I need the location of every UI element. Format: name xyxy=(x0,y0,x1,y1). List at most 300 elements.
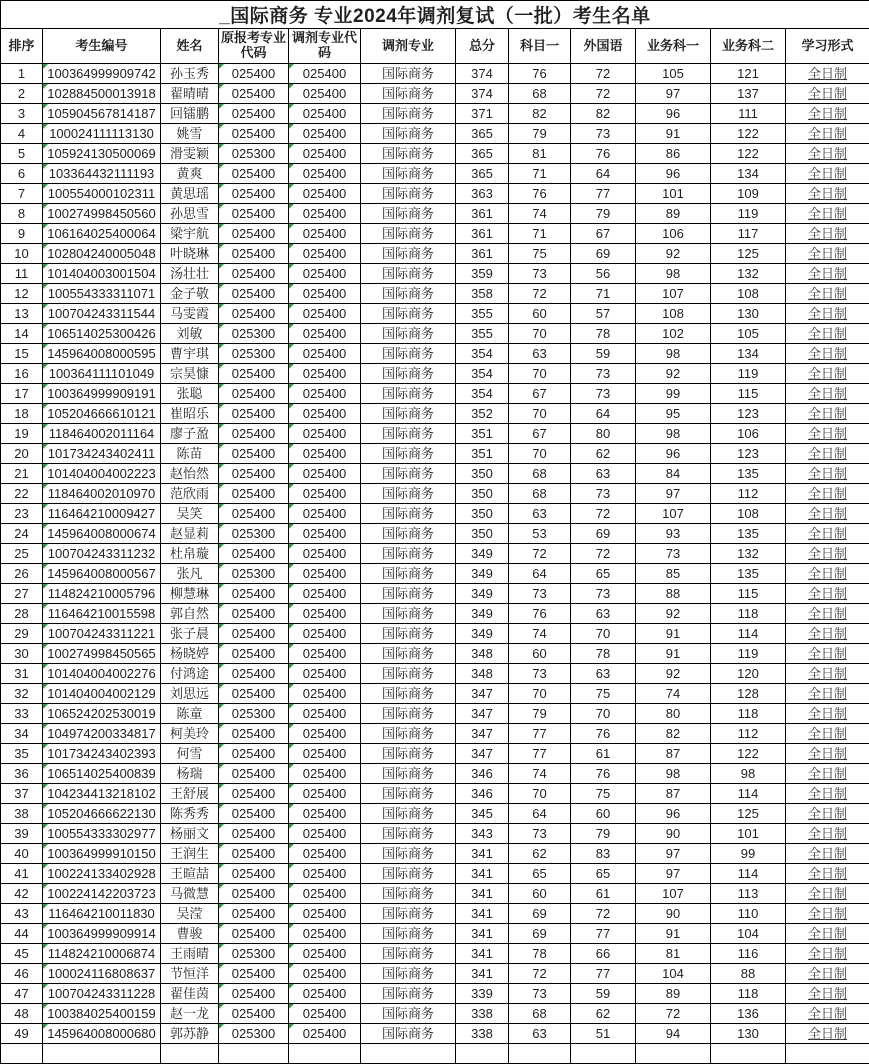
cell-subject-1[interactable]: 74 xyxy=(509,764,571,784)
cell-subject-1[interactable]: 69 xyxy=(509,924,571,944)
cell-transfer-major[interactable]: 国际商务 xyxy=(361,924,456,944)
cell-foreign-language[interactable]: 72 xyxy=(571,64,636,84)
cell-subject-1[interactable]: 76 xyxy=(509,184,571,204)
cell-study-mode[interactable] xyxy=(786,644,869,664)
cell-business-subject-2[interactable]: 122 xyxy=(711,144,786,164)
cell-foreign-language[interactable]: 77 xyxy=(571,924,636,944)
cell-total-score[interactable]: 349 xyxy=(456,584,509,604)
cell-subject-1[interactable]: 67 xyxy=(509,384,571,404)
cell-original-major-code[interactable]: 025300 xyxy=(219,564,289,584)
cell-name[interactable]: 马微慧 xyxy=(161,884,219,904)
cell-original-major-code[interactable]: 025400 xyxy=(219,224,289,244)
cell-transfer-major-code[interactable]: 025400 xyxy=(289,264,361,284)
cell-candidate-id[interactable]: 100224133402928 xyxy=(43,864,161,884)
cell-rank[interactable]: 12 xyxy=(1,284,43,304)
cell-original-major-code[interactable]: 025400 xyxy=(219,284,289,304)
cell-foreign-language[interactable]: 56 xyxy=(571,264,636,284)
cell-candidate-id[interactable]: 114824210006874 xyxy=(43,944,161,964)
cell-rank[interactable]: 22 xyxy=(1,484,43,504)
cell-rank[interactable]: 23 xyxy=(1,504,43,524)
cell-business-subject-1[interactable]: 87 xyxy=(636,744,711,764)
cell-candidate-id[interactable]: 116464210011830 xyxy=(43,904,161,924)
cell-business-subject-1[interactable]: 107 xyxy=(636,884,711,904)
cell-name[interactable]: 赵一龙 xyxy=(161,1004,219,1024)
cell-original-major-code[interactable]: 025400 xyxy=(219,844,289,864)
cell-rank[interactable]: 20 xyxy=(1,444,43,464)
cell-subject-1[interactable]: 73 xyxy=(509,264,571,284)
cell-subject-1[interactable]: 65 xyxy=(509,864,571,884)
cell-transfer-major[interactable]: 国际商务 xyxy=(361,484,456,504)
cell-business-subject-2[interactable]: 118 xyxy=(711,604,786,624)
cell-business-subject-2[interactable]: 119 xyxy=(711,204,786,224)
cell-foreign-language[interactable]: 72 xyxy=(571,504,636,524)
cell-candidate-id[interactable]: 100554333302977 xyxy=(43,824,161,844)
cell-transfer-major[interactable]: 国际商务 xyxy=(361,124,456,144)
cell-foreign-language[interactable]: 63 xyxy=(571,464,636,484)
cell-study-mode[interactable] xyxy=(786,724,869,744)
cell-total-score[interactable]: 350 xyxy=(456,504,509,524)
cell-transfer-major-code[interactable]: 025400 xyxy=(289,844,361,864)
cell-rank[interactable]: 43 xyxy=(1,904,43,924)
cell-candidate-id[interactable]: 106514025300426 xyxy=(43,324,161,344)
cell-business-subject-2[interactable]: 134 xyxy=(711,164,786,184)
cell-study-mode[interactable] xyxy=(786,504,869,524)
cell-rank[interactable]: 13 xyxy=(1,304,43,324)
cell-original-major-code[interactable]: 025400 xyxy=(219,764,289,784)
cell-rank[interactable]: 25 xyxy=(1,544,43,564)
cell-foreign-language[interactable]: 73 xyxy=(571,384,636,404)
cell-business-subject-2[interactable]: 106 xyxy=(711,424,786,444)
cell-rank[interactable]: 38 xyxy=(1,804,43,824)
cell-transfer-major[interactable]: 国际商务 xyxy=(361,424,456,444)
cell-business-subject-1[interactable]: 91 xyxy=(636,624,711,644)
cell-transfer-major[interactable]: 国际商务 xyxy=(361,724,456,744)
cell-total-score[interactable]: 341 xyxy=(456,844,509,864)
cell-candidate-id[interactable]: 103364432111193 xyxy=(43,164,161,184)
cell-foreign-language[interactable]: 51 xyxy=(571,1024,636,1044)
cell-rank[interactable]: 42 xyxy=(1,884,43,904)
cell-business-subject-2[interactable]: 115 xyxy=(711,584,786,604)
cell-subject-1[interactable]: 70 xyxy=(509,404,571,424)
cell-business-subject-2[interactable]: 123 xyxy=(711,444,786,464)
cell-total-score[interactable]: 339 xyxy=(456,984,509,1004)
cell-original-major-code[interactable]: 025400 xyxy=(219,264,289,284)
cell-business-subject-2[interactable]: 114 xyxy=(711,784,786,804)
cell-transfer-major-code[interactable]: 025400 xyxy=(289,204,361,224)
cell-study-mode[interactable] xyxy=(786,564,869,584)
cell-subject-1[interactable]: 53 xyxy=(509,524,571,544)
cell-original-major-code[interactable]: 025400 xyxy=(219,84,289,104)
cell-foreign-language[interactable]: 73 xyxy=(571,364,636,384)
cell-business-subject-2[interactable]: 120 xyxy=(711,664,786,684)
cell-transfer-major[interactable]: 国际商务 xyxy=(361,964,456,984)
cell-candidate-id[interactable]: 114824210005796 xyxy=(43,584,161,604)
cell-study-mode[interactable] xyxy=(786,684,869,704)
cell-transfer-major[interactable]: 国际商务 xyxy=(361,844,456,864)
cell-study-mode[interactable] xyxy=(786,384,869,404)
cell-name[interactable]: 赵怡然 xyxy=(161,464,219,484)
cell-original-major-code[interactable]: 025400 xyxy=(219,604,289,624)
cell-rank[interactable]: 9 xyxy=(1,224,43,244)
cell-foreign-language[interactable]: 65 xyxy=(571,564,636,584)
cell-business-subject-1[interactable]: 98 xyxy=(636,264,711,284)
cell-business-subject-2[interactable]: 117 xyxy=(711,224,786,244)
cell-foreign-language[interactable]: 78 xyxy=(571,644,636,664)
cell-business-subject-2[interactable]: 112 xyxy=(711,484,786,504)
cell-total-score[interactable]: 361 xyxy=(456,224,509,244)
cell-study-mode[interactable] xyxy=(786,844,869,864)
cell-candidate-id[interactable]: 100364999909914 xyxy=(43,924,161,944)
cell-business-subject-1[interactable]: 96 xyxy=(636,164,711,184)
cell-subject-1[interactable]: 75 xyxy=(509,244,571,264)
cell-transfer-major[interactable]: 国际商务 xyxy=(361,444,456,464)
cell-name[interactable]: 宗昊慷 xyxy=(161,364,219,384)
cell-candidate-id[interactable]: 100224142203723 xyxy=(43,884,161,904)
cell-name[interactable]: 节恒洋 xyxy=(161,964,219,984)
cell-transfer-major[interactable]: 国际商务 xyxy=(361,544,456,564)
cell-foreign-language[interactable]: 76 xyxy=(571,144,636,164)
cell-transfer-major-code[interactable]: 025400 xyxy=(289,404,361,424)
cell-total-score[interactable]: 341 xyxy=(456,864,509,884)
cell-total-score[interactable]: 350 xyxy=(456,484,509,504)
cell-business-subject-2[interactable]: 101 xyxy=(711,824,786,844)
empty-cell-candidate-id[interactable] xyxy=(43,1044,161,1064)
cell-candidate-id[interactable]: 102804240005048 xyxy=(43,244,161,264)
cell-study-mode[interactable] xyxy=(786,964,869,984)
cell-business-subject-1[interactable]: 72 xyxy=(636,1004,711,1024)
cell-candidate-id[interactable]: 105924130500069 xyxy=(43,144,161,164)
cell-name[interactable]: 翟佳茵 xyxy=(161,984,219,1004)
cell-total-score[interactable]: 343 xyxy=(456,824,509,844)
cell-transfer-major[interactable]: 国际商务 xyxy=(361,824,456,844)
cell-transfer-major-code[interactable]: 025400 xyxy=(289,384,361,404)
cell-transfer-major[interactable]: 国际商务 xyxy=(361,224,456,244)
cell-business-subject-1[interactable]: 90 xyxy=(636,904,711,924)
cell-subject-1[interactable]: 73 xyxy=(509,584,571,604)
cell-business-subject-1[interactable]: 92 xyxy=(636,244,711,264)
cell-foreign-language[interactable]: 72 xyxy=(571,84,636,104)
cell-total-score[interactable]: 349 xyxy=(456,624,509,644)
cell-business-subject-1[interactable]: 97 xyxy=(636,864,711,884)
cell-business-subject-2[interactable]: 123 xyxy=(711,404,786,424)
cell-business-subject-2[interactable]: 114 xyxy=(711,624,786,644)
cell-total-score[interactable]: 338 xyxy=(456,1024,509,1044)
cell-transfer-major-code[interactable]: 025400 xyxy=(289,344,361,364)
empty-cell-name[interactable] xyxy=(161,1044,219,1064)
cell-candidate-id[interactable]: 102884500013918 xyxy=(43,84,161,104)
cell-foreign-language[interactable]: 62 xyxy=(571,1004,636,1024)
cell-name[interactable]: 叶晓琳 xyxy=(161,244,219,264)
cell-total-score[interactable]: 346 xyxy=(456,764,509,784)
cell-business-subject-1[interactable]: 102 xyxy=(636,324,711,344)
cell-total-score[interactable]: 346 xyxy=(456,784,509,804)
cell-name[interactable]: 王舒展 xyxy=(161,784,219,804)
cell-name[interactable]: 曹骏 xyxy=(161,924,219,944)
cell-rank[interactable]: 11 xyxy=(1,264,43,284)
cell-candidate-id[interactable]: 101404003001504 xyxy=(43,264,161,284)
cell-business-subject-2[interactable]: 119 xyxy=(711,644,786,664)
cell-foreign-language[interactable]: 76 xyxy=(571,764,636,784)
cell-transfer-major-code[interactable]: 025400 xyxy=(289,604,361,624)
cell-name[interactable]: 杨丽文 xyxy=(161,824,219,844)
cell-foreign-language[interactable]: 70 xyxy=(571,624,636,644)
cell-foreign-language[interactable]: 69 xyxy=(571,524,636,544)
cell-rank[interactable]: 29 xyxy=(1,624,43,644)
cell-transfer-major-code[interactable]: 025400 xyxy=(289,64,361,84)
cell-original-major-code[interactable]: 025400 xyxy=(219,984,289,1004)
cell-total-score[interactable]: 352 xyxy=(456,404,509,424)
cell-study-mode[interactable] xyxy=(786,944,869,964)
cell-study-mode[interactable] xyxy=(786,784,869,804)
cell-business-subject-2[interactable]: 88 xyxy=(711,964,786,984)
cell-rank[interactable]: 41 xyxy=(1,864,43,884)
cell-total-score[interactable]: 347 xyxy=(456,724,509,744)
cell-original-major-code[interactable]: 025400 xyxy=(219,684,289,704)
cell-name[interactable]: 滑雯颖 xyxy=(161,144,219,164)
cell-study-mode[interactable] xyxy=(786,884,869,904)
cell-transfer-major-code[interactable]: 025400 xyxy=(289,444,361,464)
cell-candidate-id[interactable]: 100364999910150 xyxy=(43,844,161,864)
cell-rank[interactable]: 17 xyxy=(1,384,43,404)
cell-study-mode[interactable] xyxy=(786,244,869,264)
cell-business-subject-2[interactable]: 137 xyxy=(711,84,786,104)
cell-study-mode[interactable] xyxy=(786,284,869,304)
cell-original-major-code[interactable]: 025400 xyxy=(219,124,289,144)
cell-business-subject-1[interactable]: 93 xyxy=(636,524,711,544)
cell-business-subject-1[interactable]: 89 xyxy=(636,204,711,224)
cell-candidate-id[interactable]: 116464210009427 xyxy=(43,504,161,524)
cell-name[interactable]: 曹宇琪 xyxy=(161,344,219,364)
column-header-subject-1[interactable]: 科目一 xyxy=(509,29,571,64)
cell-candidate-id[interactable]: 145964008000680 xyxy=(43,1024,161,1044)
cell-foreign-language[interactable]: 63 xyxy=(571,604,636,624)
cell-study-mode[interactable] xyxy=(786,544,869,564)
cell-original-major-code[interactable]: 025400 xyxy=(219,664,289,684)
cell-study-mode[interactable] xyxy=(786,804,869,824)
cell-total-score[interactable]: 365 xyxy=(456,164,509,184)
cell-business-subject-2[interactable]: 113 xyxy=(711,884,786,904)
cell-transfer-major-code[interactable]: 025400 xyxy=(289,184,361,204)
cell-name[interactable]: 马雯霞 xyxy=(161,304,219,324)
cell-subject-1[interactable]: 67 xyxy=(509,424,571,444)
cell-candidate-id[interactable]: 100704243311228 xyxy=(43,984,161,1004)
cell-business-subject-1[interactable]: 99 xyxy=(636,384,711,404)
cell-study-mode[interactable] xyxy=(786,184,869,204)
cell-foreign-language[interactable]: 75 xyxy=(571,684,636,704)
cell-transfer-major-code[interactable]: 025400 xyxy=(289,684,361,704)
cell-business-subject-1[interactable]: 96 xyxy=(636,804,711,824)
cell-candidate-id[interactable]: 105204666622130 xyxy=(43,804,161,824)
cell-transfer-major-code[interactable]: 025400 xyxy=(289,744,361,764)
cell-subject-1[interactable]: 70 xyxy=(509,364,571,384)
cell-transfer-major-code[interactable]: 025400 xyxy=(289,764,361,784)
empty-cell-transfer-major[interactable] xyxy=(361,1044,456,1064)
cell-rank[interactable]: 26 xyxy=(1,564,43,584)
cell-foreign-language[interactable]: 73 xyxy=(571,124,636,144)
cell-transfer-major[interactable]: 国际商务 xyxy=(361,84,456,104)
cell-study-mode[interactable] xyxy=(786,624,869,644)
cell-transfer-major-code[interactable]: 025400 xyxy=(289,884,361,904)
cell-rank[interactable]: 7 xyxy=(1,184,43,204)
cell-candidate-id[interactable]: 100274998450560 xyxy=(43,204,161,224)
cell-foreign-language[interactable]: 61 xyxy=(571,744,636,764)
cell-business-subject-2[interactable]: 135 xyxy=(711,524,786,544)
cell-study-mode[interactable] xyxy=(786,344,869,364)
cell-subject-1[interactable]: 68 xyxy=(509,1004,571,1024)
cell-transfer-major-code[interactable]: 025400 xyxy=(289,564,361,584)
cell-name[interactable]: 刘敏 xyxy=(161,324,219,344)
cell-total-score[interactable]: 347 xyxy=(456,704,509,724)
cell-subject-1[interactable]: 63 xyxy=(509,504,571,524)
cell-candidate-id[interactable]: 100384025400159 xyxy=(43,1004,161,1024)
cell-transfer-major-code[interactable]: 025400 xyxy=(289,724,361,744)
cell-name[interactable]: 黄思瑶 xyxy=(161,184,219,204)
cell-subject-1[interactable]: 60 xyxy=(509,644,571,664)
cell-subject-1[interactable]: 79 xyxy=(509,704,571,724)
cell-business-subject-1[interactable]: 87 xyxy=(636,784,711,804)
cell-rank[interactable]: 36 xyxy=(1,764,43,784)
cell-study-mode[interactable] xyxy=(786,704,869,724)
cell-name[interactable]: 刘思远 xyxy=(161,684,219,704)
empty-cell-study-mode[interactable] xyxy=(786,1044,869,1064)
cell-subject-1[interactable]: 71 xyxy=(509,224,571,244)
cell-rank[interactable]: 40 xyxy=(1,844,43,864)
cell-business-subject-2[interactable]: 135 xyxy=(711,464,786,484)
cell-candidate-id[interactable]: 145964008000595 xyxy=(43,344,161,364)
cell-rank[interactable]: 4 xyxy=(1,124,43,144)
cell-transfer-major[interactable]: 国际商务 xyxy=(361,344,456,364)
cell-name[interactable]: 杨晓婷 xyxy=(161,644,219,664)
cell-transfer-major[interactable]: 国际商务 xyxy=(361,304,456,324)
cell-foreign-language[interactable]: 64 xyxy=(571,404,636,424)
cell-original-major-code[interactable]: 025400 xyxy=(219,364,289,384)
cell-foreign-language[interactable]: 73 xyxy=(571,584,636,604)
cell-transfer-major[interactable]: 国际商务 xyxy=(361,864,456,884)
cell-candidate-id[interactable]: 118464002011164 xyxy=(43,424,161,444)
cell-subject-1[interactable]: 73 xyxy=(509,984,571,1004)
cell-name[interactable]: 吴滢 xyxy=(161,904,219,924)
cell-original-major-code[interactable]: 025400 xyxy=(219,424,289,444)
cell-total-score[interactable]: 355 xyxy=(456,304,509,324)
column-header-business-subject-2[interactable]: 业务科二 xyxy=(711,29,786,64)
cell-subject-1[interactable]: 74 xyxy=(509,624,571,644)
cell-candidate-id[interactable]: 101734243402411 xyxy=(43,444,161,464)
cell-name[interactable]: 陈童 xyxy=(161,704,219,724)
cell-foreign-language[interactable]: 72 xyxy=(571,904,636,924)
cell-subject-1[interactable]: 63 xyxy=(509,344,571,364)
cell-transfer-major-code[interactable]: 025400 xyxy=(289,224,361,244)
cell-transfer-major-code[interactable]: 025400 xyxy=(289,644,361,664)
cell-foreign-language[interactable]: 59 xyxy=(571,984,636,1004)
cell-transfer-major[interactable]: 国际商务 xyxy=(361,944,456,964)
cell-subject-1[interactable]: 72 xyxy=(509,964,571,984)
cell-original-major-code[interactable]: 025400 xyxy=(219,484,289,504)
cell-foreign-language[interactable]: 60 xyxy=(571,804,636,824)
cell-subject-1[interactable]: 68 xyxy=(509,484,571,504)
cell-original-major-code[interactable]: 025400 xyxy=(219,1004,289,1024)
cell-rank[interactable]: 33 xyxy=(1,704,43,724)
cell-business-subject-2[interactable]: 111 xyxy=(711,104,786,124)
cell-business-subject-2[interactable]: 130 xyxy=(711,304,786,324)
cell-business-subject-2[interactable]: 125 xyxy=(711,804,786,824)
cell-original-major-code[interactable]: 025400 xyxy=(219,924,289,944)
cell-total-score[interactable]: 349 xyxy=(456,564,509,584)
cell-rank[interactable]: 14 xyxy=(1,324,43,344)
cell-rank[interactable]: 24 xyxy=(1,524,43,544)
cell-business-subject-1[interactable]: 84 xyxy=(636,464,711,484)
cell-total-score[interactable]: 354 xyxy=(456,384,509,404)
cell-foreign-language[interactable]: 67 xyxy=(571,224,636,244)
cell-candidate-id[interactable]: 100554333311071 xyxy=(43,284,161,304)
cell-study-mode[interactable] xyxy=(786,224,869,244)
cell-foreign-language[interactable]: 79 xyxy=(571,204,636,224)
cell-original-major-code[interactable]: 025400 xyxy=(219,64,289,84)
cell-original-major-code[interactable]: 025300 xyxy=(219,1024,289,1044)
cell-original-major-code[interactable]: 025400 xyxy=(219,824,289,844)
cell-transfer-major-code[interactable]: 025400 xyxy=(289,784,361,804)
cell-foreign-language[interactable]: 79 xyxy=(571,824,636,844)
cell-subject-1[interactable]: 78 xyxy=(509,944,571,964)
cell-transfer-major[interactable]: 国际商务 xyxy=(361,1004,456,1024)
cell-transfer-major[interactable]: 国际商务 xyxy=(361,804,456,824)
cell-foreign-language[interactable]: 70 xyxy=(571,704,636,724)
cell-business-subject-1[interactable]: 97 xyxy=(636,844,711,864)
cell-study-mode[interactable] xyxy=(786,1024,869,1044)
cell-original-major-code[interactable]: 025400 xyxy=(219,864,289,884)
cell-subject-1[interactable]: 60 xyxy=(509,304,571,324)
cell-candidate-id[interactable]: 105904567814187 xyxy=(43,104,161,124)
cell-total-score[interactable]: 341 xyxy=(456,964,509,984)
cell-foreign-language[interactable]: 78 xyxy=(571,324,636,344)
cell-subject-1[interactable]: 70 xyxy=(509,784,571,804)
cell-total-score[interactable]: 363 xyxy=(456,184,509,204)
cell-study-mode[interactable] xyxy=(786,584,869,604)
cell-rank[interactable]: 16 xyxy=(1,364,43,384)
cell-business-subject-2[interactable]: 104 xyxy=(711,924,786,944)
cell-business-subject-2[interactable]: 136 xyxy=(711,1004,786,1024)
cell-business-subject-2[interactable]: 132 xyxy=(711,544,786,564)
cell-business-subject-2[interactable]: 119 xyxy=(711,364,786,384)
cell-foreign-language[interactable]: 73 xyxy=(571,484,636,504)
cell-candidate-id[interactable]: 100024116808637 xyxy=(43,964,161,984)
cell-rank[interactable]: 35 xyxy=(1,744,43,764)
cell-transfer-major-code[interactable]: 025400 xyxy=(289,824,361,844)
cell-business-subject-1[interactable]: 104 xyxy=(636,964,711,984)
cell-transfer-major[interactable]: 国际商务 xyxy=(361,64,456,84)
cell-rank[interactable]: 21 xyxy=(1,464,43,484)
cell-original-major-code[interactable]: 025300 xyxy=(219,524,289,544)
cell-business-subject-1[interactable]: 105 xyxy=(636,64,711,84)
cell-transfer-major-code[interactable]: 025400 xyxy=(289,484,361,504)
cell-foreign-language[interactable]: 77 xyxy=(571,964,636,984)
cell-name[interactable]: 柯美玲 xyxy=(161,724,219,744)
cell-name[interactable]: 汤壮壮 xyxy=(161,264,219,284)
cell-transfer-major-code[interactable]: 025400 xyxy=(289,504,361,524)
cell-study-mode[interactable] xyxy=(786,124,869,144)
cell-rank[interactable]: 18 xyxy=(1,404,43,424)
cell-business-subject-1[interactable]: 82 xyxy=(636,724,711,744)
cell-transfer-major-code[interactable]: 025400 xyxy=(289,1004,361,1024)
cell-business-subject-2[interactable]: 116 xyxy=(711,944,786,964)
cell-rank[interactable]: 30 xyxy=(1,644,43,664)
cell-rank[interactable]: 46 xyxy=(1,964,43,984)
cell-subject-1[interactable]: 82 xyxy=(509,104,571,124)
cell-name[interactable]: 杨瑞 xyxy=(161,764,219,784)
cell-business-subject-1[interactable]: 107 xyxy=(636,284,711,304)
cell-transfer-major-code[interactable]: 025400 xyxy=(289,1024,361,1044)
cell-total-score[interactable]: 358 xyxy=(456,284,509,304)
cell-transfer-major[interactable]: 国际商务 xyxy=(361,684,456,704)
